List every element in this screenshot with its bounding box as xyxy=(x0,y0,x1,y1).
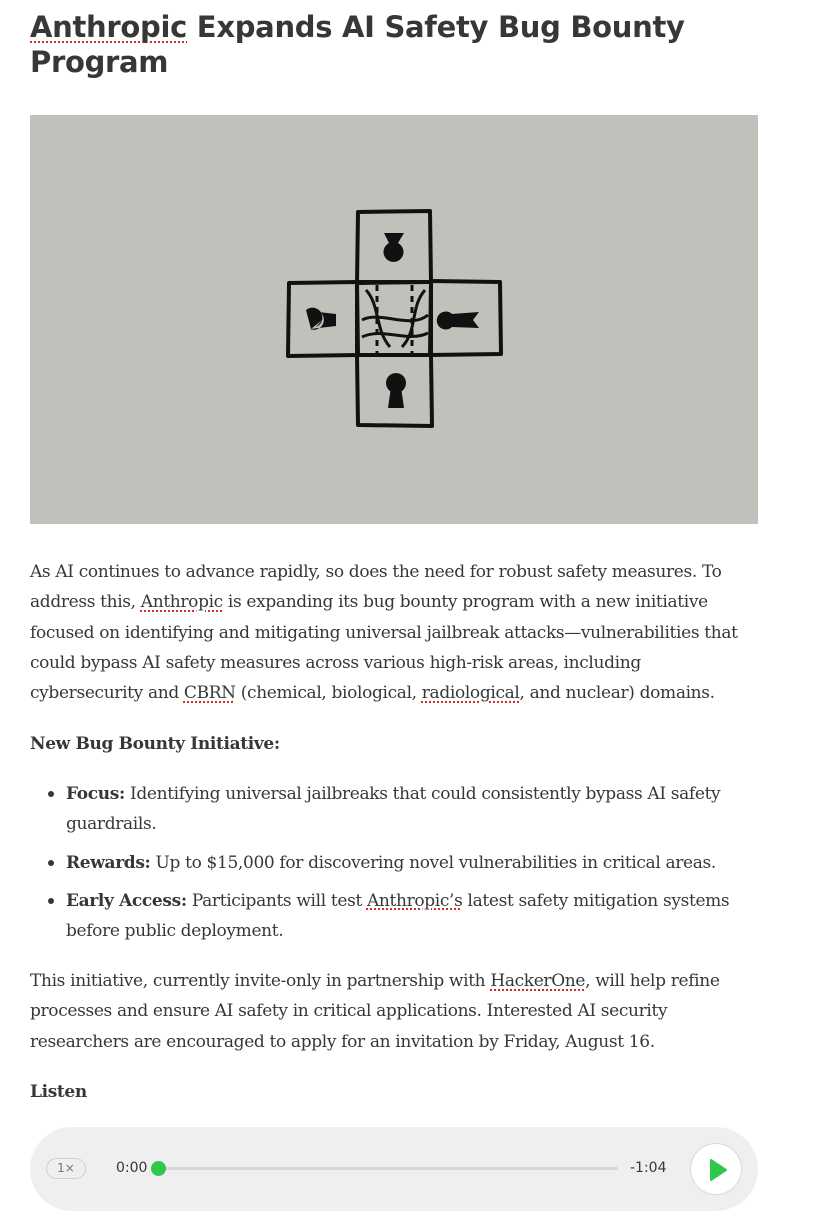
list-item: Focus: Identifying universal jailbreaks that could consistently bypass AI safety guardrails. xyxy=(30,779,755,840)
link-hackerone[interactable]: HackerOne xyxy=(490,971,586,991)
keyhole-cross-icon xyxy=(30,115,758,524)
link-radiological[interactable]: radiological xyxy=(421,683,520,704)
link-anthropic[interactable]: Anthropic xyxy=(140,592,223,613)
list-item: Rewards: Up to $15,000 for discovering novel vulnerabilities in critical areas. xyxy=(30,848,755,878)
remaining-time: -1:04 xyxy=(630,1160,667,1176)
initiative-list xyxy=(30,779,755,954)
playback-speed-button[interactable]: 1× xyxy=(46,1158,86,1179)
article-title: Anthropic Expands AI Safety Bug Bounty Program xyxy=(30,10,685,79)
link-cbrn[interactable]: CBRN xyxy=(183,683,236,704)
play-button[interactable] xyxy=(690,1143,742,1195)
title-link-anthropic[interactable]: Anthropic xyxy=(30,10,188,44)
current-time: 0:00 xyxy=(116,1160,148,1176)
hero-image xyxy=(30,115,758,524)
listen-heading: Listen xyxy=(30,1082,87,1102)
list-item: Early Access: Participants will test Anthropic’s latest safety mitigation systems before public deployment. xyxy=(30,886,755,947)
closing-paragraph: This initiative, currently invite-only in partnership with HackerOne, will help refine processes and ensure AI safety in critical applications. Interested AI security researchers are encouraged to apply for an invitation by Friday, August 16. xyxy=(30,971,720,1052)
section-heading: New Bug Bounty Initiative: xyxy=(30,734,280,754)
audio-player xyxy=(30,1127,758,1211)
progress-track[interactable] xyxy=(158,1167,618,1170)
link-anthropics[interactable]: Anthropic’s xyxy=(366,890,463,911)
progress-knob[interactable] xyxy=(151,1161,166,1176)
play-icon xyxy=(691,1144,743,1196)
intro-paragraph: As AI continues to advance rapidly, so does the need for robust safety measures. To address this, Anthropic is expanding its bug bounty program with a new initiative focused on identifying and mitigating universal jailbreak attacks—vulnerabilities that could bypass AI safety measures across various high-risk areas, including cybersecurity and CBRN (chemical, biological, radiological, and nuclear) domains. xyxy=(30,562,738,704)
